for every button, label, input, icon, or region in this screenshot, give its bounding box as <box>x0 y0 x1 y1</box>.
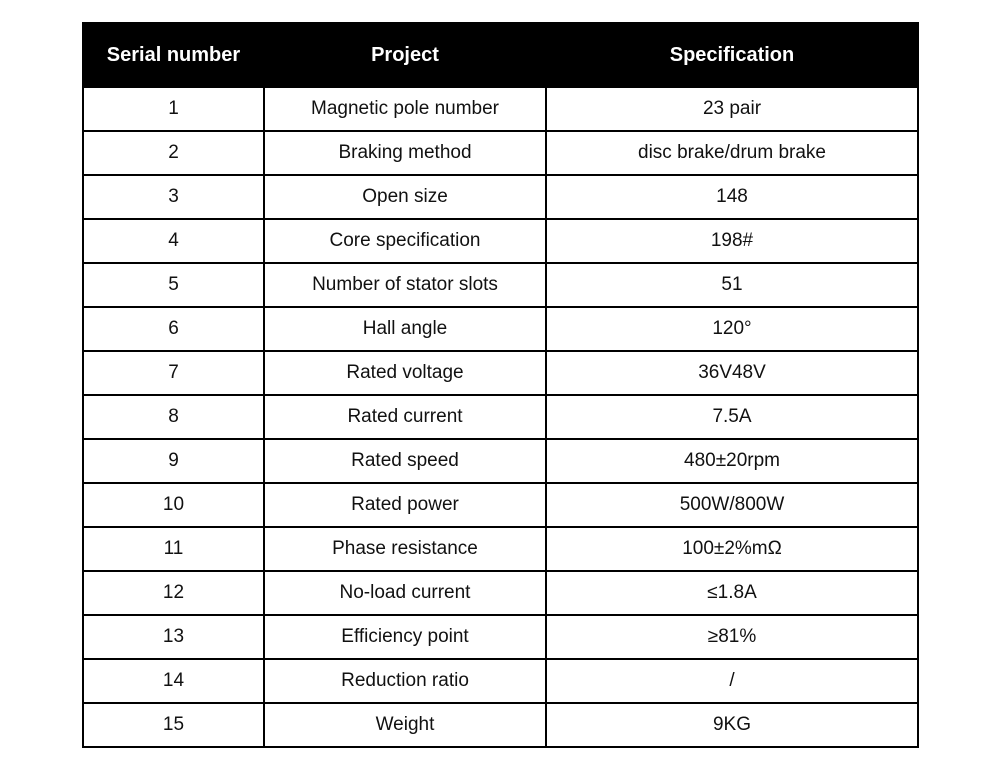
project-cell: Efficiency point <box>264 615 546 659</box>
table-row <box>83 219 918 263</box>
specification-cell: 198# <box>546 219 918 263</box>
serial-number-cell: 8 <box>83 395 264 439</box>
serial-number-cell: 7 <box>83 351 264 395</box>
specification-cell: disc brake/drum brake <box>546 131 918 175</box>
table-row <box>83 659 918 703</box>
serial-number-cell: 9 <box>83 439 264 483</box>
table-row <box>83 131 918 175</box>
project-cell: Hall angle <box>264 307 546 351</box>
project-cell: Reduction ratio <box>264 659 546 703</box>
serial-number-cell: 10 <box>83 483 264 527</box>
project-cell: Number of stator slots <box>264 263 546 307</box>
specification-cell: 23 pair <box>546 87 918 131</box>
specification-cell: ≥81% <box>546 615 918 659</box>
project-cell: Rated speed <box>264 439 546 483</box>
header-row <box>83 23 918 87</box>
header-specification: Specification <box>546 23 918 87</box>
table-row <box>83 263 918 307</box>
serial-number-cell: 1 <box>83 87 264 131</box>
table-body <box>83 87 918 747</box>
specification-cell: 480±20rpm <box>546 439 918 483</box>
header-serial-number: Serial number <box>83 23 264 87</box>
specification-table <box>82 22 919 748</box>
serial-number-cell: 12 <box>83 571 264 615</box>
table-row <box>83 483 918 527</box>
specification-cell: 51 <box>546 263 918 307</box>
specification-cell: / <box>546 659 918 703</box>
project-cell: Braking method <box>264 131 546 175</box>
specification-cell: 500W/800W <box>546 483 918 527</box>
project-cell: Rated voltage <box>264 351 546 395</box>
project-cell: No-load current <box>264 571 546 615</box>
header-project: Project <box>264 23 546 87</box>
serial-number-cell: 2 <box>83 131 264 175</box>
project-cell: Weight <box>264 703 546 747</box>
table-row <box>83 395 918 439</box>
specification-cell: 36V48V <box>546 351 918 395</box>
serial-number-cell: 4 <box>83 219 264 263</box>
specification-cell: 7.5A <box>546 395 918 439</box>
table-row <box>83 439 918 483</box>
table-row <box>83 615 918 659</box>
project-cell: Open size <box>264 175 546 219</box>
serial-number-cell: 6 <box>83 307 264 351</box>
project-cell: Magnetic pole number <box>264 87 546 131</box>
table-row <box>83 175 918 219</box>
table-row <box>83 87 918 131</box>
serial-number-cell: 3 <box>83 175 264 219</box>
specification-cell: 9KG <box>546 703 918 747</box>
serial-number-cell: 14 <box>83 659 264 703</box>
project-cell: Rated current <box>264 395 546 439</box>
specification-cell: ≤1.8A <box>546 571 918 615</box>
specification-cell: 148 <box>546 175 918 219</box>
project-cell: Rated power <box>264 483 546 527</box>
serial-number-cell: 11 <box>83 527 264 571</box>
table-row <box>83 527 918 571</box>
serial-number-cell: 5 <box>83 263 264 307</box>
table-row <box>83 351 918 395</box>
table-row <box>83 571 918 615</box>
table-row <box>83 307 918 351</box>
project-cell: Phase resistance <box>264 527 546 571</box>
table-header <box>83 23 918 87</box>
specification-cell: 100±2%mΩ <box>546 527 918 571</box>
serial-number-cell: 15 <box>83 703 264 747</box>
serial-number-cell: 13 <box>83 615 264 659</box>
table-row <box>83 703 918 747</box>
project-cell: Core specification <box>264 219 546 263</box>
specification-cell: 120° <box>546 307 918 351</box>
